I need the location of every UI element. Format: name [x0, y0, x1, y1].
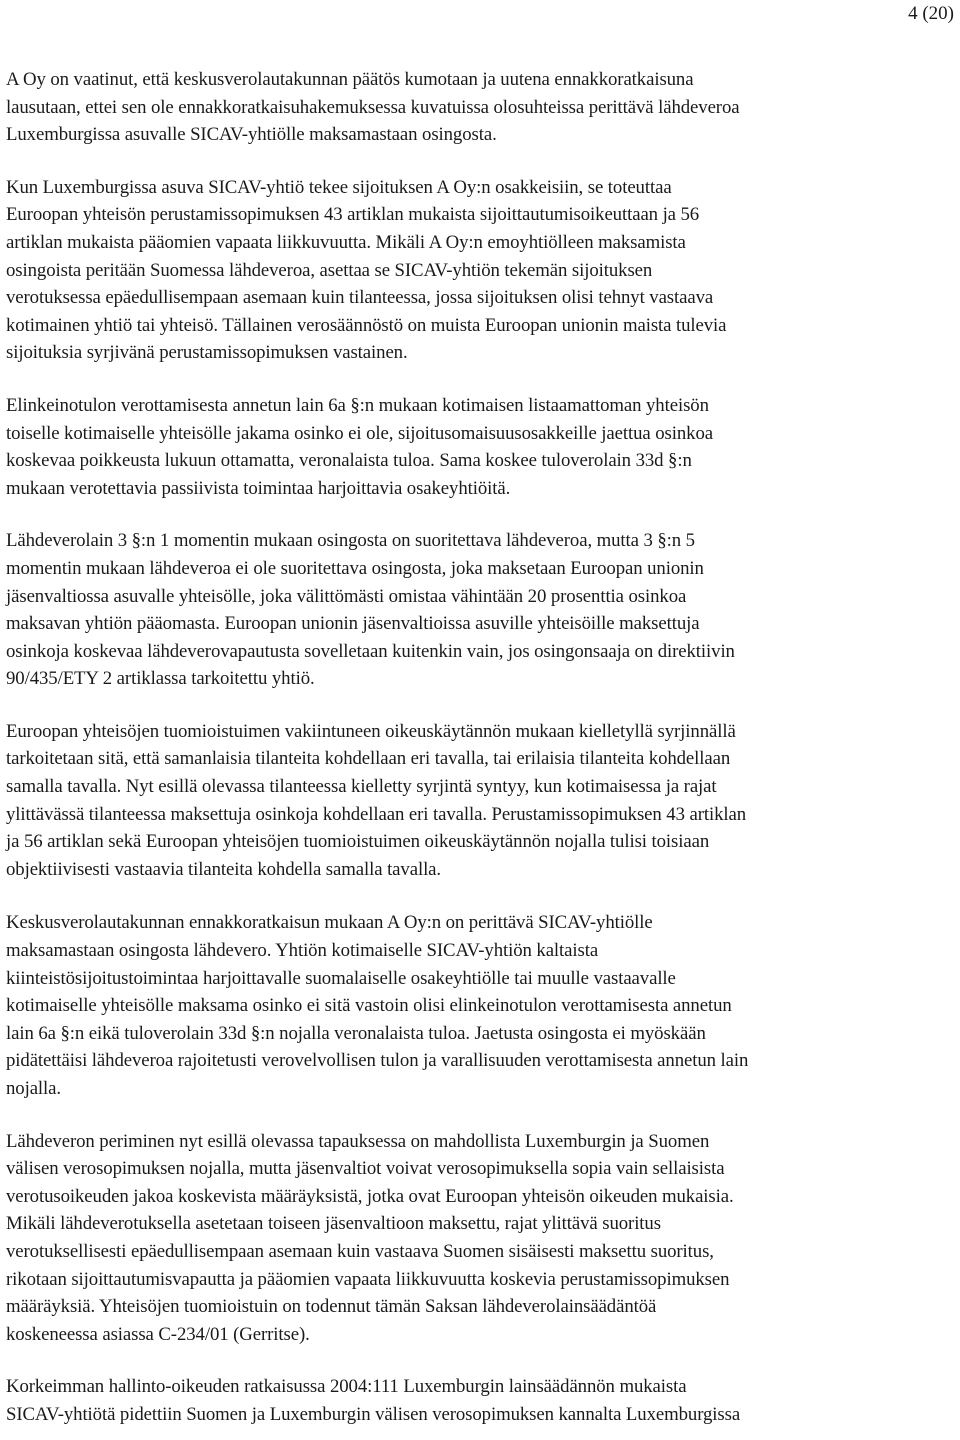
paragraph-business-income-tax: [6, 392, 958, 502]
text-line: nojalla.: [6, 1078, 62, 1099]
text-line: 90/435/ETY 2 artiklassa tarkoitettu yhtiö.: [6, 668, 315, 690]
text-line: kiinteistösijoitustoimintaa harjoittavalle suomalaiselle osakeyhtiölle tai muulle vastaavalle: [6, 967, 676, 989]
text-line: verotusoikeuden jakoa koskevista määräyksistä, jotka ovat Euroopan yhteisön oikeuden mukaisia.: [6, 1185, 734, 1207]
text-line: välisen verosopimuksen nojalla, mutta jäsenvaltiot voivat verosopimuksella sopia vain sellaisista: [6, 1158, 725, 1180]
text-line: verotuksellisesti epäedullisempaan asemaan kuin vastaava Suomen sisäisesti maksettu suoritus,: [6, 1240, 714, 1262]
text-line: jäsenvaltiossa asuvalle yhteisölle, joka välittömästi omistaa vähintään 20 prosenttia osinkoa: [6, 585, 687, 607]
text-line: Mikäli lähdeverotuksella asetetaan toiseen jäsenvaltioon maksettu, rajat ylittävä suoritus: [6, 1213, 661, 1235]
text-line: Lähdeveron periminen nyt esillä olevassa tapauksessa on mahdollista Luxemburgin ja Suomen: [6, 1130, 710, 1152]
text-line: maksamastaan osingosta lähdevero. Yhtiön kotimaiselle SICAV-yhtiön kaltaista: [6, 940, 599, 962]
paragraph-supreme-court-ruling: [6, 1373, 958, 1428]
text-line: koskeneessa asiassa C-234/01 (Gerritse).: [6, 1323, 310, 1345]
text-line: Euroopan yhteisöjen tuomioistuimen vakiintuneen oikeuskäytännön mukaan kielletyllä syrjinnällä: [6, 720, 736, 742]
paragraph-withholding-tax-act: [6, 527, 958, 693]
text-line: ja 56 artiklan sekä Euroopan yhteisöjen tuomioistuimen oikeuskäytännön nojalla tulisi toisiaan: [6, 831, 710, 853]
text-line: toiselle kotimaiselle yhteisölle jakama osinko ei ole, sijoitusomaisuusosakkeille jaettua osinkoa: [6, 422, 713, 444]
paragraph-advance-ruling: [6, 909, 958, 1102]
text-line: mukaan verotettavia passiivista toimintaa harjoittavia osakeyhtiöitä.: [6, 477, 511, 499]
document-body: [6, 66, 958, 1429]
text-line: lain 6a §:n eikä tuloverolain 33d §:n nojalla veronalaista tuloa. Jaetusta osingosta ei myöskään: [6, 1022, 706, 1044]
text-line: kotimaiselle yhteisölle maksama osinko ei sitä vastoin olisi elinkeinotulon verottamisesta annetun: [6, 995, 732, 1017]
text-line: Kun Luxemburgissa asuva SICAV-yhtiö tekee sijoituksen A Oy:n osakkeisiin, se toteuttaa: [6, 176, 672, 198]
text-line: koskevaa poikkeusta lukuun ottamatta, veronalaista tuloa. Sama koskee tuloverolain 33d §:n: [6, 450, 692, 472]
text-line: tarkoitetaan sitä, että samanlaisia tilanteita kohdellaan eri tavalla, tai erilaisia tilanteita kohdellaan: [6, 748, 731, 770]
text-line: maksavan yhtiön pääomasta. Euroopan unionin jäsenvaltioissa asuville yhteisöille maksettuja: [6, 613, 700, 635]
text-line: Lähdeverolain 3 §:n 1 momentin mukaan osingosta on suoritettava lähdeveroa, mutta 3 §:n 5: [6, 530, 695, 552]
text-line: momentin mukaan lähdeveroa ei ole suoritettava osingosta, joka maksetaan Euroopan unionin: [6, 557, 704, 579]
text-line: Elinkeinotulon verottamisesta annetun lain 6a §:n mukaan kotimaisen listaamattoman yhteisön: [6, 394, 709, 416]
text-line: SICAV-yhtiötä pidettiin Suomen ja Luxemburgin välisen verosopimuksen kannalta Luxemburgissa: [6, 1403, 741, 1425]
text-line: A Oy on vaatinut, että keskusverolautakunnan päätös kumotaan ja uutena ennakkoratkaisuna: [6, 69, 694, 90]
text-line: osinkoja koskevaa lähdeverovapautusta sovelletaan kuitenkin vain, jos osingonsaaja on direktiivin: [6, 640, 735, 662]
text-line: rikotaan sijoittautumisvapautta ja pääomien vapaata liikkuvuutta koskevia perustamissopimuksen: [6, 1268, 730, 1290]
text-line: lausutaan, ettei sen ole ennakkoratkaisuhakemuksessa kuvatuissa olosuhteissa perittävä lähdeveroa: [6, 96, 740, 118]
text-line: määräyksiä. Yhteisöjen tuomioistuin on todennut tämän Saksan lähdeverolainsäädäntöä: [6, 1296, 657, 1318]
paragraph-sicav-investment: [6, 174, 958, 367]
text-line: osingoista peritään Suomessa lähdeveroa, asettaa se SICAV-yhtiön tekemän sijoituksen: [6, 259, 653, 281]
text-line: Korkeimman hallinto-oikeuden ratkaisussa 2004:111 Luxemburgin lainsäädännön mukaista: [6, 1376, 687, 1398]
text-line: kotimainen yhtiö tai yhteisö. Tällainen verosäännöstö on muista Euroopan unionin maista tulevia: [6, 314, 727, 336]
text-line: Keskusverolautakunnan ennakkoratkaisun mukaan A Oy:n on perittävä SICAV-yhtiölle: [6, 912, 653, 934]
page-number: 4 (20): [908, 3, 954, 24]
text-line: artiklan mukaista pääomien vapaata liikkuvuutta. Mikäli A Oy:n emoyhtiölleen maksamista: [6, 231, 686, 253]
text-line: verotuksessa epäedullisempaan asemaan kuin tilanteessa, jossa sijoituksen olisi tehnyt vastaava: [6, 287, 714, 309]
text-line: ylittävässä tilanteessa maksettuja osinkoja kohdellaan eri tavalla. Perustamissopimuksen 43 artiklan: [6, 803, 747, 825]
text-line: samalla tavalla. Nyt esillä olevassa tilanteessa kielletty syrjintä syntyy, kun kotimaisessa ja rajat: [6, 776, 717, 798]
text-line: objektiivisesti vastaavia tilanteita kohdella samalla tavalla.: [6, 858, 442, 880]
text-line: pidätettäisi lähdeveroa rajoitetusti verovelvollisen tulon ja varallisuuden verottamisesta annetun lain: [6, 1050, 749, 1072]
paragraph-ecj-case-law: [6, 718, 958, 884]
paragraph-claim: [6, 66, 958, 149]
text-line: Euroopan yhteisön perustamissopimuksen 43 artiklan mukaista sijoittautumisoikeuttaan ja 56: [6, 204, 700, 226]
text-line: sijoituksia syrjivänä perustamissopimuksen vastainen.: [6, 342, 408, 364]
text-line: Luxemburgissa asuvalle SICAV-yhtiölle maksamastaan osingosta.: [6, 124, 497, 146]
paragraph-tax-treaty: [6, 1128, 958, 1349]
